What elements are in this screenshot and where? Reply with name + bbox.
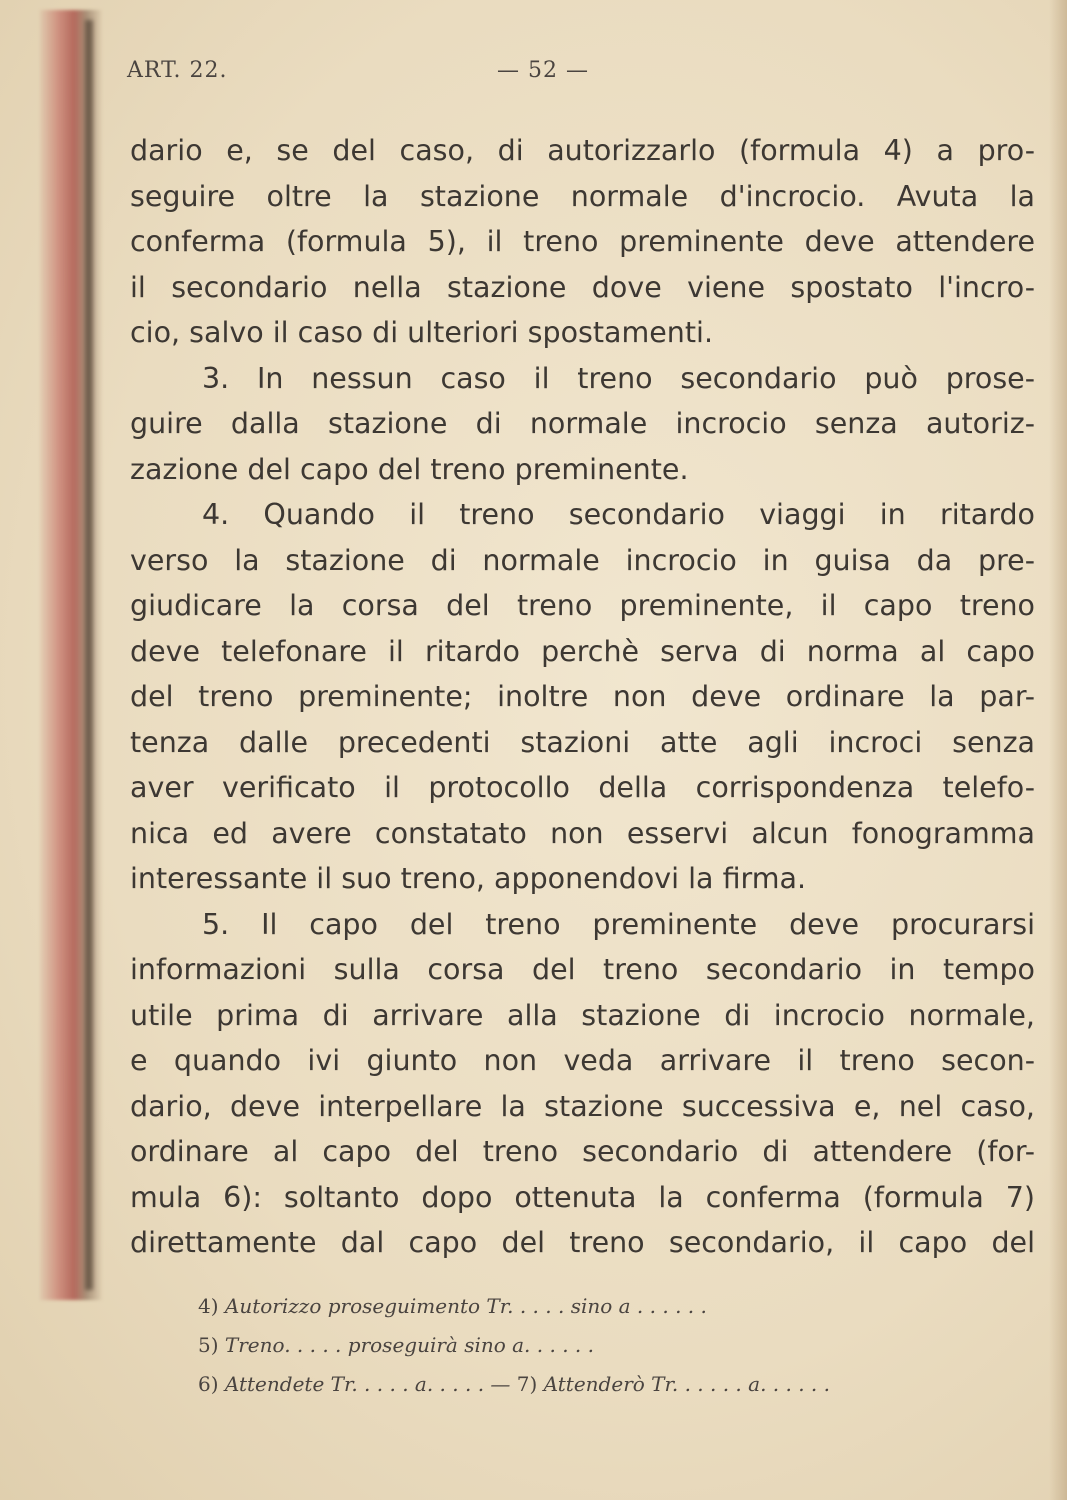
footnote-text: Attendete Tr. . . . . a. . . . . —: [224, 1372, 511, 1396]
footnote-4: [198, 1287, 1028, 1326]
page-number: — 52 —: [497, 58, 589, 83]
footnote-number: 5): [198, 1333, 219, 1357]
text-line: aver verificato il protocollo della corrispondenza telefo-: [130, 771, 1035, 804]
body-text: [130, 128, 1035, 1266]
text-line: giudicare la corsa del treno preminente, il capo treno: [130, 589, 1035, 622]
text-line: e quando ivi giunto non veda arrivare il treno secon-: [130, 1044, 1035, 1077]
text-line: del treno preminente; inoltre non deve ordinare la par-: [130, 680, 1035, 713]
footnote-text: Treno. . . . . proseguirà sino a. . . . . .: [224, 1333, 594, 1357]
text-line: tenza dalle precedenti stazioni atte agli incroci senza: [130, 725, 1035, 759]
text-line: nica ed avere constatato non esservi alcun fonogramma: [130, 816, 1035, 850]
page-right-edge: [1049, 0, 1067, 1500]
footnote-number: 6): [198, 1372, 219, 1396]
paragraph-3-start: 3. In nessun caso il treno secondario può prose-: [202, 361, 1035, 395]
text-line: direttamente dal capo del treno secondario, il capo del: [130, 1226, 1035, 1259]
footnote-number: 4): [198, 1294, 219, 1318]
text-line: verso la stazione di normale incrocio in guisa da pre-: [130, 543, 1035, 577]
paragraph-5-start: 5. Il capo del treno preminente deve procurarsi: [202, 907, 1035, 941]
footnote-text: Attenderò Tr. . . . . . a. . . . . .: [543, 1372, 830, 1396]
text-line: informazioni sulla corsa del treno secondario in tempo: [130, 953, 1035, 986]
article-label: ART. 22.: [127, 58, 228, 83]
text-line: conferma (formula 5), il treno preminente deve attendere: [130, 225, 1035, 258]
footnote-6-7: [198, 1365, 1028, 1404]
text-line: utile prima di arrivare alla stazione di incrocio normale,: [130, 998, 1035, 1032]
text-line: cio, salvo il caso di ulteriori spostamenti.: [130, 316, 714, 349]
text-line: zazione del capo del treno preminente.: [130, 452, 689, 486]
footnotes: [198, 1287, 1028, 1404]
page-header: [127, 58, 647, 94]
text-line: dario e, se del caso, di autorizzarlo (formula 4) a pro-: [130, 134, 1035, 167]
text-line: deve telefonare il ritardo perchè serva di norma al capo: [130, 634, 1035, 668]
text-line: seguire oltre la stazione normale d'incrocio. Avuta la: [130, 179, 1035, 213]
text-line: il secondario nella stazione dove viene spostato l'incro-: [130, 270, 1035, 304]
footnote-text: Autorizzo proseguimento Tr. . . . . sino a . . . . . .: [224, 1294, 707, 1318]
text-line: mula 6): soltanto dopo ottenuta la conferma (formula 7): [130, 1180, 1035, 1214]
binding-shadow: [85, 20, 93, 1290]
footnote-5: [198, 1326, 1028, 1365]
text-line: ordinare al capo del treno secondario di attendere (for-: [130, 1135, 1035, 1168]
paragraph-4-start: 4. Quando il treno secondario viaggi in ritardo: [202, 498, 1035, 531]
footnote-number: 7): [516, 1372, 538, 1396]
text-line: interessante il suo treno, apponendovi la firma.: [130, 862, 807, 895]
text-line: dario, deve interpellare la stazione successiva e, nel caso,: [130, 1089, 1035, 1123]
text-line: guire dalla stazione di normale incrocio senza autoriz-: [130, 407, 1035, 440]
